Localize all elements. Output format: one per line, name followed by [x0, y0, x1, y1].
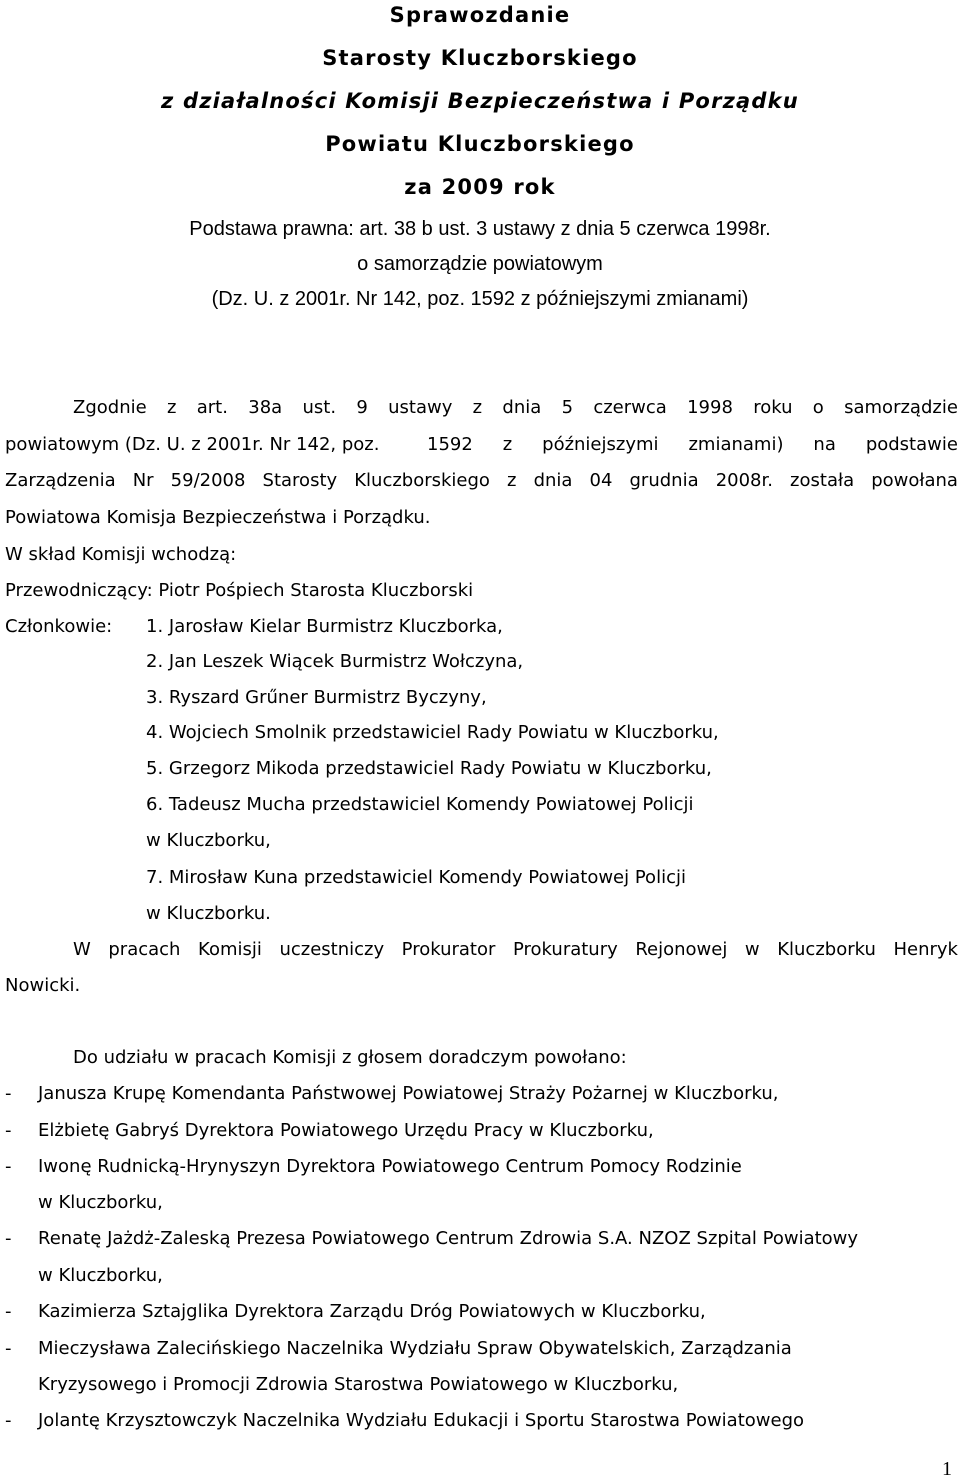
- word: Zgodnie: [73, 397, 147, 418]
- word: uczestniczy: [279, 939, 385, 960]
- composition-heading: W skład Komisji wchodzą:: [5, 544, 237, 565]
- word: Henryk: [893, 939, 958, 960]
- word: 9: [356, 397, 368, 418]
- prosecutor-line: Nowicki.: [5, 975, 81, 996]
- word: 1998: [687, 397, 733, 418]
- list-dash: -: [5, 1301, 12, 1322]
- intro-line: [427, 433, 958, 457]
- page-number: 1: [942, 1458, 952, 1480]
- word: zmianami): [688, 434, 784, 455]
- report-title-author: Starosty Kluczborskiego: [322, 46, 638, 70]
- advisory-item: Elżbietę Gabryś Dyrektora Powiatowego Urzędu Pracy w Kluczborku,: [38, 1120, 654, 1141]
- member-item: 1. Jarosław Kielar Burmistrz Kluczborka,: [146, 616, 503, 637]
- word: roku: [753, 397, 793, 418]
- member-item: 6. Tadeusz Mucha przedstawiciel Komendy Powiatowej Policji: [146, 794, 694, 815]
- word: Rejonowej: [635, 939, 728, 960]
- list-dash: -: [5, 1120, 12, 1141]
- member-item-continuation: w Kluczborku,: [146, 830, 271, 851]
- member-item: 4. Wojciech Smolnik przedstawiciel Rady Powiatu w Kluczborku,: [146, 722, 719, 743]
- list-dash: -: [5, 1410, 12, 1431]
- list-dash: -: [5, 1156, 12, 1177]
- advisory-item-continuation: Kryzysowego i Promocji Zdrowia Starostwa Powiatowego w Kluczborku,: [38, 1374, 679, 1395]
- word: Prokuratury: [512, 939, 618, 960]
- list-dash: -: [5, 1083, 12, 1104]
- advisory-item: Janusza Krupę Komendanta Państwowej Powiatowej Straży Pożarnej w Kluczborku,: [38, 1083, 779, 1104]
- members-label: Członkowie:: [5, 616, 113, 637]
- member-item: 3. Ryszard Grűner Burmistrz Byczyny,: [146, 687, 487, 708]
- word: z: [502, 434, 513, 455]
- word: 04: [589, 470, 613, 491]
- word: grudnia: [629, 470, 699, 491]
- advisory-item: Renatę Jażdż-Zaleską Prezesa Powiatowego Centrum Zdrowia S.A. NZOZ Szpital Powiatowy: [38, 1228, 859, 1249]
- word: późniejszymi: [542, 434, 659, 455]
- word: z: [472, 397, 483, 418]
- word: dnia: [533, 470, 573, 491]
- word: W: [73, 939, 91, 960]
- word: Komisji: [198, 939, 262, 960]
- report-title-year: za 2009 rok: [404, 175, 556, 199]
- word: z: [166, 397, 177, 418]
- word: Nr: [132, 470, 154, 491]
- list-dash: -: [5, 1228, 12, 1249]
- committee-chair: Przewodniczący: Piotr Pośpiech Starosta Kluczborski: [5, 580, 474, 601]
- word: została: [790, 470, 855, 491]
- intro-line: powiatowym (Dz. U. z 2001r. Nr 142, poz.: [5, 434, 380, 455]
- word: Prokurator: [401, 939, 496, 960]
- legal-basis-line: Podstawa prawna: art. 38 b ust. 3 ustawy z dnia 5 czerwca 1998r.: [189, 218, 771, 240]
- word: powołana: [871, 470, 958, 491]
- advisory-item: Kazimierza Sztajglika Dyrektora Zarządu Dróg Powiatowych w Kluczborku,: [38, 1301, 706, 1322]
- member-item-continuation: w Kluczborku.: [146, 903, 271, 924]
- report-title-subject: z działalności Komisji Bezpieczeństwa i Porządku: [161, 89, 799, 113]
- word: Starosty: [262, 470, 338, 491]
- advisory-heading: Do udziału w pracach Komisji z głosem doradczym powołano:: [73, 1047, 627, 1068]
- intro-line: Powiatowa Komisja Bezpieczeństwa i Porządku.: [5, 507, 431, 528]
- word: ust.: [302, 397, 337, 418]
- advisory-item-continuation: w Kluczborku,: [38, 1265, 163, 1286]
- word: Zarządzenia: [5, 470, 116, 491]
- intro-line: [73, 396, 958, 420]
- report-title-county: Powiatu Kluczborskiego: [325, 132, 635, 156]
- word: czerwca: [593, 397, 667, 418]
- word: 1592: [427, 434, 473, 455]
- legal-basis-line: (Dz. U. z 2001r. Nr 142, poz. 1592 z późniejszymi zmianami): [211, 288, 749, 310]
- legal-basis-line: o samorządzie powiatowym: [357, 253, 603, 275]
- list-dash: -: [5, 1338, 12, 1359]
- word: 5: [561, 397, 574, 418]
- word: art.: [196, 397, 228, 418]
- word: 38a: [248, 397, 283, 418]
- prosecutor-line: [73, 938, 958, 962]
- word: ustawy: [388, 397, 453, 418]
- advisory-item: Jolantę Krzysztowczyk Naczelnika Wydziału Edukacji i Sportu Starostwa Powiatowego: [38, 1410, 805, 1431]
- word: podstawie: [865, 434, 958, 455]
- intro-line: [5, 469, 958, 493]
- word: 2008r.: [715, 470, 773, 491]
- word: na: [813, 434, 836, 455]
- word: 59/2008: [170, 470, 246, 491]
- word: samorządzie: [844, 397, 958, 418]
- member-item: 2. Jan Leszek Wiącek Burmistrz Wołczyna,: [146, 651, 524, 672]
- word: z: [507, 470, 517, 491]
- report-title: Sprawozdanie: [389, 3, 571, 27]
- word: o: [812, 397, 824, 418]
- word: pracach: [108, 939, 181, 960]
- word: w: [744, 939, 760, 960]
- advisory-item: Iwonę Rudnicką-Hrynyszyn Dyrektora Powiatowego Centrum Pomocy Rodzinie: [38, 1156, 742, 1177]
- word: dnia: [502, 397, 542, 418]
- member-item: 5. Grzegorz Mikoda przedstawiciel Rady Powiatu w Kluczborku,: [146, 758, 712, 779]
- member-item: 7. Mirosław Kuna przedstawiciel Komendy Powiatowej Policji: [146, 867, 686, 888]
- advisory-item: Mieczysława Zalecińskiego Naczelnika Wydziału Spraw Obywatelskich, Zarządzania: [38, 1338, 792, 1359]
- word: Kluczborku: [777, 939, 876, 960]
- advisory-item-continuation: w Kluczborku,: [38, 1192, 163, 1213]
- word: Kluczborskiego: [354, 470, 490, 491]
